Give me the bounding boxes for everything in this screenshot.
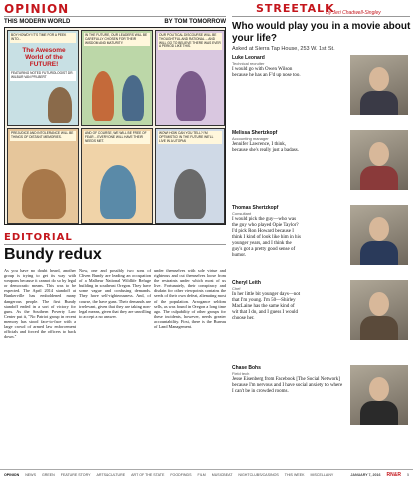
- panel-caption: BOY HOWDY! IT'S TIME FOR A PEEK INTO...: [10, 33, 76, 43]
- person-quote: Jennifer Lawrence, I think, because she's really just a badass.: [232, 142, 299, 153]
- person-role: Accounting manager: [232, 136, 269, 141]
- comic-panel-1: [7, 30, 79, 126]
- editorial-headline: Bundy redux: [4, 246, 102, 263]
- footer-section[interactable]: ARTS&CULTURE: [96, 473, 126, 477]
- streetalk-location: Asked at Sierra Tap House, 253 W. 1st St.: [232, 46, 335, 52]
- streetalk-person-3: [232, 205, 412, 280]
- person-name: Thomas Shertzkopf: [232, 205, 279, 211]
- editorial-rule: [4, 244, 226, 245]
- footer-section[interactable]: NIGHTCLUBS/CASINOS: [238, 473, 279, 477]
- panel-caption: IN THE FUTURE, OUR LEADERS WILL BE CAREFULLY CHOSEN FOR THEIR WISDOM AND MATURITY.: [84, 33, 150, 46]
- header-rule-right: [232, 16, 410, 17]
- streetalk-header: STREETALK: [256, 2, 335, 15]
- person-role: Chef: [232, 286, 241, 291]
- panel-caption: OUR POLITICAL DISCOURSE WILL BE THOUGHTFUL AND RATIONAL -- AND WILL GO TO BELIEVE THERE WAS EVER A PERIOD LIKE THIS.: [159, 33, 221, 49]
- person-role: Consultant: [232, 211, 252, 216]
- footer-section[interactable]: FEATURE STORY: [60, 473, 91, 477]
- panel-caption: WOW! HOW CAN YOU TELL? I'M OPTIMISTIC! IN THE FUTURE WE'LL LIVE IN A UTOPIA!: [158, 131, 222, 144]
- footer-section[interactable]: OPINION: [4, 473, 20, 477]
- person-photo: [350, 205, 408, 265]
- person-quote: I would pick the guy—who was the guy who played Opie Taylor? I'd pick Ron Howard because I think I kind of look like him in his younger years, and I think the guy's got a pretty good sense of humor.: [232, 217, 301, 258]
- comic-figure: [48, 87, 72, 123]
- editorial-paragraph: As you have no doubt heard, another group is trying to get its way with weapons because it cannot do so by legal or democratic means. This was to be expected. The April 2014 standoff at Bunkerville has emboldened many dangerous people. The first Bundy standoff ended in a sort of victory for guns. As the Southern Poverty Law Center put it, "No Patriot group in recent memory has stood face-to-face with a large crowd of armed law enforcement officials and forced the officers to back down.": [4, 268, 76, 340]
- comic-strip: [4, 27, 226, 225]
- comic-figure: [100, 165, 136, 219]
- footer-section[interactable]: FILM: [197, 473, 206, 477]
- footer-section[interactable]: NEWS: [25, 473, 36, 477]
- comic-figure: [22, 169, 66, 219]
- person-name: Luke Leonard: [232, 55, 265, 61]
- comic-panel-3: [155, 30, 225, 126]
- editorial-column-1: [4, 268, 76, 340]
- person-role: Field tech: [232, 371, 250, 376]
- panel-caption: PREJUDICE AND INTOLERANCE WILL BE THINGS OF DISTANT MEMORIES.: [10, 131, 76, 141]
- person-photo: [350, 130, 408, 190]
- person-name: Chase Bohs: [232, 365, 261, 371]
- comic-figure: [92, 71, 114, 121]
- comic-figure: [122, 75, 144, 121]
- header-rule-left: [4, 16, 226, 17]
- streetalk-byline: by Jeri Chadwell-Singley: [326, 10, 381, 16]
- comic-panel-6: [155, 128, 225, 224]
- person-role: Technical recruiter: [232, 61, 265, 66]
- publication-logo: RN&R: [386, 472, 401, 478]
- footer-section[interactable]: GREEN: [41, 473, 55, 477]
- comic-figure: [174, 169, 206, 219]
- footer-section[interactable]: MUSICBEAT: [211, 473, 233, 477]
- editorial-paragraph: under themselves with sole virtue and righteous and cut themselves loose from the restraints under which most of us live. Fortunately, their conspiracy and disdain for other viewpoints contains the seeds of their own defeat, alienating most of the population. Arrogance seldom sells, as was found in Oregon a long time ago. The culpability of other groups for these incidents, however, needs greater accountability. First, there is the Bureau of Land Management.: [154, 268, 226, 330]
- person-quote: I would go with Owen Wilson because he has an F'd up nose too.: [232, 67, 301, 78]
- panel-title: The Awesome World of the FUTURE!: [22, 47, 66, 68]
- footer-date: JANUARY 7, 2016: [350, 473, 381, 477]
- editorial-column-3: [154, 268, 226, 330]
- footer-section[interactable]: THIS WEEK: [284, 473, 305, 477]
- editorial-label: EDITORIAL: [4, 232, 73, 243]
- opinion-header: OPINION: [4, 2, 70, 16]
- panel-caption: AND OF COURSE, WE WILL BE FREE OF FEAR -- EVERYONE WILL HAVE THEIR NEEDS MET.: [84, 131, 150, 144]
- comic-author: BY TOM TOMORROW: [164, 19, 226, 25]
- person-quote: In her little bit younger days—not that I'm young. I'm 50—Shirley MacLaine has the same kind of wit that I do, and I guess I would choose her.: [232, 292, 301, 321]
- footer-section[interactable]: ART OF THE STATE: [131, 473, 165, 477]
- person-name: Melissa Shertzkopf: [232, 130, 278, 136]
- comic-figure: [176, 71, 206, 121]
- comic-title: THIS MODERN WORLD: [4, 19, 71, 25]
- streetalk-question: Who would play you in a movie about your life?: [232, 21, 411, 44]
- page-footer: [0, 469, 413, 480]
- person-photo: [350, 365, 408, 425]
- person-photo: [350, 55, 408, 115]
- person-quote: Jesse Eisenberg from Facebook [The Social Network] because I'm nervous and I have social anxiety to where I can't be in crowded rooms.: [232, 377, 343, 394]
- editorial-paragraph: Now, one and possibly two sons of Cliven Bundy are leading an occupation of a Malheur National Wildlife Refuge building in southeast Oregon. They have some vague and confusing demands. They have self-righteousness. And, of course, the have guns. Their demands are irrelevant, given that they are taking non-legal means, given that they are unwilling to accept a no answer.: [79, 268, 151, 319]
- comic-header: [4, 19, 226, 25]
- page-number: 5: [407, 473, 409, 477]
- streetalk-person-1: [232, 55, 412, 130]
- person-name: Cheryl Leith: [232, 280, 261, 286]
- streetalk-person-2: [232, 130, 412, 205]
- footer-section[interactable]: FOODFINDS: [170, 473, 192, 477]
- comic-panel-2: [81, 30, 153, 126]
- person-photo: [350, 280, 408, 340]
- comic-panel-4: [7, 128, 79, 224]
- streetalk-person-4: [232, 280, 412, 355]
- streetalk-person-5: [232, 365, 412, 450]
- editorial-column-2: [79, 268, 151, 320]
- comic-panel-5: [81, 128, 153, 224]
- panel-subcaption: FEATURING NOTED FUTUROLOGIST DR. WILBUR VAN PFILBERT: [10, 71, 76, 81]
- footer-section[interactable]: MISCELLANY: [310, 473, 334, 477]
